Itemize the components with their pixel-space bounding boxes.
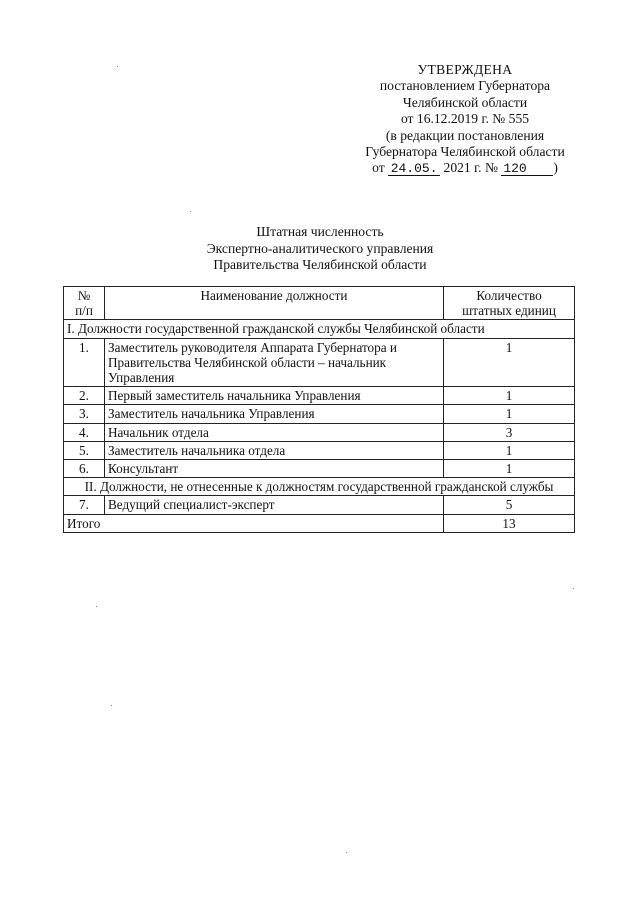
approval-line: от 16.12.2019 г. № 555	[400, 111, 530, 127]
table-row	[64, 405, 575, 423]
table-row	[64, 496, 575, 514]
position-name: Заместитель руководителя Аппарата Губернатора и Правительства Челябинской области – начальник Управления	[105, 338, 444, 387]
row-number: 5.	[64, 441, 105, 459]
approval-line: постановлением Губернатора	[379, 78, 551, 94]
approval-block	[340, 62, 590, 177]
position-name: Ведущий специалист-эксперт	[105, 496, 444, 514]
approval-line: (в редакции постановления	[385, 127, 545, 143]
amendment-date-line	[340, 160, 590, 176]
row-number: 1.	[64, 338, 105, 387]
table-row	[64, 338, 575, 387]
row-number: 3.	[64, 405, 105, 423]
position-quantity: 5	[444, 496, 575, 514]
table-row	[64, 387, 575, 405]
handwritten-date: 24.05.	[388, 162, 440, 176]
date-year: 2021 г. №	[443, 160, 498, 176]
title-line: Штатная численность	[256, 224, 384, 239]
header-quantity: Количество штатных единиц	[444, 287, 575, 320]
position-quantity: 1	[444, 387, 575, 405]
total-row	[64, 514, 575, 532]
table-header-row	[64, 287, 575, 320]
position-name: Заместитель начальника отдела	[105, 441, 444, 459]
position-quantity: 1	[444, 460, 575, 478]
date-suffix: )	[553, 160, 558, 176]
table-row	[64, 441, 575, 459]
row-number: 4.	[64, 423, 105, 441]
section-heading: II. Должности, не отнесенные к должностям государственной гражданской службы	[64, 478, 575, 496]
position-quantity: 1	[444, 441, 575, 459]
date-prefix: от	[372, 160, 385, 176]
position-name: Начальник отдела	[105, 423, 444, 441]
title-line: Экспертно-аналитического управления	[206, 240, 434, 256]
handwritten-number: 120	[501, 162, 553, 176]
header-number: № п/п	[64, 287, 105, 320]
approval-heading: УТВЕРЖДЕНА	[417, 62, 513, 77]
approval-line: Челябинской области	[402, 94, 528, 110]
position-quantity: 1	[444, 338, 575, 387]
row-number: 7.	[64, 496, 105, 514]
total-value: 13	[444, 514, 575, 532]
position-name: Первый заместитель начальника Управления	[105, 387, 444, 405]
section-row	[64, 478, 575, 496]
table-row	[64, 460, 575, 478]
row-number: 2.	[64, 387, 105, 405]
position-quantity: 3	[444, 423, 575, 441]
position-name: Консультант	[105, 460, 444, 478]
section-heading: I. Должности государственной гражданской службы Челябинской области	[64, 320, 575, 338]
section-row	[64, 320, 575, 338]
table-row	[64, 423, 575, 441]
staffing-table	[63, 286, 575, 533]
row-number: 6.	[64, 460, 105, 478]
title-line: Правительства Челябинской области	[213, 257, 427, 273]
header-position-name: Наименование должности	[105, 287, 444, 320]
approval-line: Губернатора Челябинской области	[365, 144, 565, 160]
position-quantity: 1	[444, 405, 575, 423]
total-label: Итого	[64, 514, 444, 532]
document-title	[0, 224, 640, 274]
position-name: Заместитель начальника Управления	[105, 405, 444, 423]
